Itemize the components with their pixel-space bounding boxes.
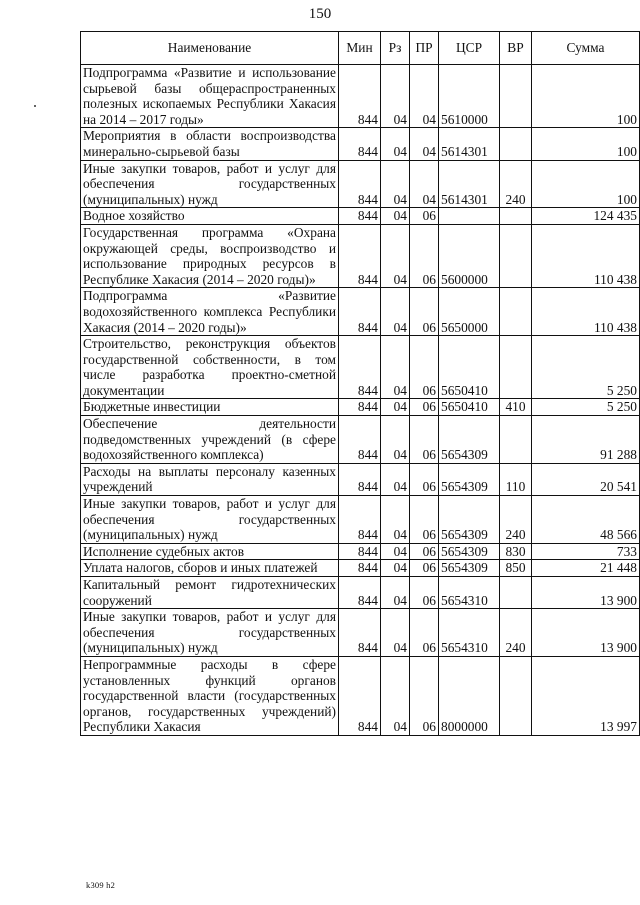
cell-vr — [500, 224, 532, 287]
cell-pr: 06 — [410, 416, 439, 464]
cell-vr — [500, 577, 532, 609]
cell-csr: 5600000 — [439, 224, 500, 287]
cell-vr — [500, 208, 532, 225]
table-row — [81, 416, 640, 464]
cell-pr: 06 — [410, 560, 439, 577]
cell-sum: 100 — [532, 65, 640, 128]
cell-csr: 5654309 — [439, 416, 500, 464]
cell-min: 844 — [339, 128, 381, 160]
cell-vr — [500, 128, 532, 160]
cell-sum: 13 997 — [532, 656, 640, 735]
cell-vr: 110 — [500, 463, 532, 495]
cell-min: 844 — [339, 543, 381, 560]
cell-rz: 04 — [381, 416, 410, 464]
cell-min: 844 — [339, 336, 381, 399]
cell-csr: 5654309 — [439, 463, 500, 495]
table-row — [81, 65, 640, 128]
cell-csr: 5610000 — [439, 65, 500, 128]
table-row — [81, 336, 640, 399]
cell-rz: 04 — [381, 463, 410, 495]
table-row — [81, 399, 640, 416]
cell-name: Подпрограмма «Развитие и использование сырьевой базы общераспространенных полезных ископаемых Республики Хакасия на 2014 – 2017 годы» — [81, 65, 339, 128]
footer-code: k309 h2 — [86, 880, 116, 890]
table-row — [81, 208, 640, 225]
cell-name: Иные закупки товаров, работ и услуг для обеспечения государственных (муниципальных) нужд — [81, 609, 339, 657]
cell-sum: 91 288 — [532, 416, 640, 464]
cell-name: Обеспечение деятельности подведомственных учреждений (в сфере водохозяйственного комплекса) — [81, 416, 339, 464]
cell-rz: 04 — [381, 208, 410, 225]
table-row — [81, 224, 640, 287]
cell-pr: 04 — [410, 160, 439, 208]
header-vr: ВР — [500, 32, 532, 65]
cell-rz: 04 — [381, 128, 410, 160]
table-row — [81, 577, 640, 609]
cell-rz: 04 — [381, 288, 410, 336]
cell-min: 844 — [339, 609, 381, 657]
table-row — [81, 128, 640, 160]
cell-csr: 5614301 — [439, 128, 500, 160]
cell-rz: 04 — [381, 609, 410, 657]
cell-sum: 5 250 — [532, 399, 640, 416]
header-min: Мин — [339, 32, 381, 65]
cell-pr: 04 — [410, 128, 439, 160]
cell-min: 844 — [339, 463, 381, 495]
cell-pr: 06 — [410, 577, 439, 609]
cell-min: 844 — [339, 560, 381, 577]
cell-pr: 06 — [410, 609, 439, 657]
cell-vr: 850 — [500, 560, 532, 577]
cell-sum: 48 566 — [532, 496, 640, 544]
cell-csr: 8000000 — [439, 656, 500, 735]
table-row — [81, 543, 640, 560]
table-row — [81, 463, 640, 495]
cell-vr: 240 — [500, 609, 532, 657]
cell-pr: 06 — [410, 336, 439, 399]
cell-vr — [500, 288, 532, 336]
cell-rz: 04 — [381, 336, 410, 399]
cell-csr: 5650000 — [439, 288, 500, 336]
cell-csr: 5654309 — [439, 543, 500, 560]
cell-pr: 06 — [410, 463, 439, 495]
table-row — [81, 656, 640, 735]
header-name: Наименование — [81, 32, 339, 65]
cell-vr: 240 — [500, 160, 532, 208]
cell-rz: 04 — [381, 543, 410, 560]
cell-name: Капитальный ремонт гидротехнических сооружений — [81, 577, 339, 609]
cell-rz: 04 — [381, 160, 410, 208]
cell-sum: 13 900 — [532, 577, 640, 609]
cell-name: Иные закупки товаров, работ и услуг для обеспечения государственных (муниципальных) нужд — [81, 496, 339, 544]
cell-sum: 13 900 — [532, 609, 640, 657]
cell-vr: 410 — [500, 399, 532, 416]
cell-rz: 04 — [381, 224, 410, 287]
table-row — [81, 609, 640, 657]
cell-name: Подпрограмма «Развитие водохозяйственного комплекса Республики Хакасия (2014 – 2020 годы)» — [81, 288, 339, 336]
cell-rz: 04 — [381, 496, 410, 544]
cell-sum: 100 — [532, 160, 640, 208]
cell-name: Мероприятия в области воспроизводства минерально-сырьевой базы — [81, 128, 339, 160]
cell-name: Водное хозяйство — [81, 208, 339, 225]
header-pr: ПР — [410, 32, 439, 65]
cell-pr: 06 — [410, 288, 439, 336]
cell-name: Бюджетные инвестиции — [81, 399, 339, 416]
cell-min: 844 — [339, 577, 381, 609]
page-number: 150 — [308, 6, 332, 22]
cell-name: Исполнение судебных актов — [81, 543, 339, 560]
cell-csr: 5654310 — [439, 609, 500, 657]
cell-pr: 06 — [410, 208, 439, 225]
cell-sum: 124 435 — [532, 208, 640, 225]
cell-min: 844 — [339, 160, 381, 208]
cell-rz: 04 — [381, 399, 410, 416]
cell-sum: 20 541 — [532, 463, 640, 495]
header-rz: Рз — [381, 32, 410, 65]
header-csr: ЦСР — [439, 32, 500, 65]
cell-min: 844 — [339, 496, 381, 544]
table-row — [81, 560, 640, 577]
cell-vr — [500, 656, 532, 735]
header-row — [81, 32, 640, 65]
cell-name: Строительство, реконструкция объектов государственной собственности, в том числе разработка проектно-сметной документации — [81, 336, 339, 399]
cell-pr: 06 — [410, 543, 439, 560]
cell-vr: 830 — [500, 543, 532, 560]
cell-csr: 5614301 — [439, 160, 500, 208]
cell-min: 844 — [339, 288, 381, 336]
cell-csr: 5650410 — [439, 399, 500, 416]
cell-vr — [500, 336, 532, 399]
header-sum: Сумма — [532, 32, 640, 65]
cell-sum: 21 448 — [532, 560, 640, 577]
cell-csr: 5654310 — [439, 577, 500, 609]
cell-name: Государственная программа «Охрана окружающей среды, воспроизводство и использование природных ресурсов в Республике Хакасия (2014 – 2020 годы)» — [81, 224, 339, 287]
cell-pr: 06 — [410, 399, 439, 416]
cell-min: 844 — [339, 416, 381, 464]
cell-sum: 110 438 — [532, 224, 640, 287]
cell-name: Расходы на выплаты персоналу казенных учреждений — [81, 463, 339, 495]
table-row — [81, 288, 640, 336]
cell-rz: 04 — [381, 577, 410, 609]
cell-csr: 5654309 — [439, 560, 500, 577]
cell-rz: 04 — [381, 65, 410, 128]
cell-vr: 240 — [500, 496, 532, 544]
budget-table — [80, 31, 640, 736]
cell-pr: 06 — [410, 656, 439, 735]
table-row — [81, 160, 640, 208]
cell-min: 844 — [339, 399, 381, 416]
cell-name: Непрограммные расходы в сфере установленных функций органов государственной власти (государственных органов, государственных учреждений) Республики Хакасия — [81, 656, 339, 735]
cell-pr: 06 — [410, 224, 439, 287]
table-row — [81, 496, 640, 544]
cell-name: Иные закупки товаров, работ и услуг для обеспечения государственных (муниципальных) нужд — [81, 160, 339, 208]
cell-rz: 04 — [381, 560, 410, 577]
table-body — [81, 65, 640, 736]
cell-min: 844 — [339, 224, 381, 287]
cell-sum: 100 — [532, 128, 640, 160]
cell-rz: 04 — [381, 656, 410, 735]
cell-min: 844 — [339, 65, 381, 128]
cell-vr — [500, 416, 532, 464]
cell-min: 844 — [339, 656, 381, 735]
cell-min: 844 — [339, 208, 381, 225]
scan-speck — [34, 105, 36, 107]
cell-sum: 5 250 — [532, 336, 640, 399]
cell-vr — [500, 65, 532, 128]
cell-sum: 733 — [532, 543, 640, 560]
cell-pr: 06 — [410, 496, 439, 544]
cell-csr — [439, 208, 500, 225]
cell-pr: 04 — [410, 65, 439, 128]
cell-csr: 5654309 — [439, 496, 500, 544]
cell-sum: 110 438 — [532, 288, 640, 336]
cell-name: Уплата налогов, сборов и иных платежей — [81, 560, 339, 577]
cell-csr: 5650410 — [439, 336, 500, 399]
